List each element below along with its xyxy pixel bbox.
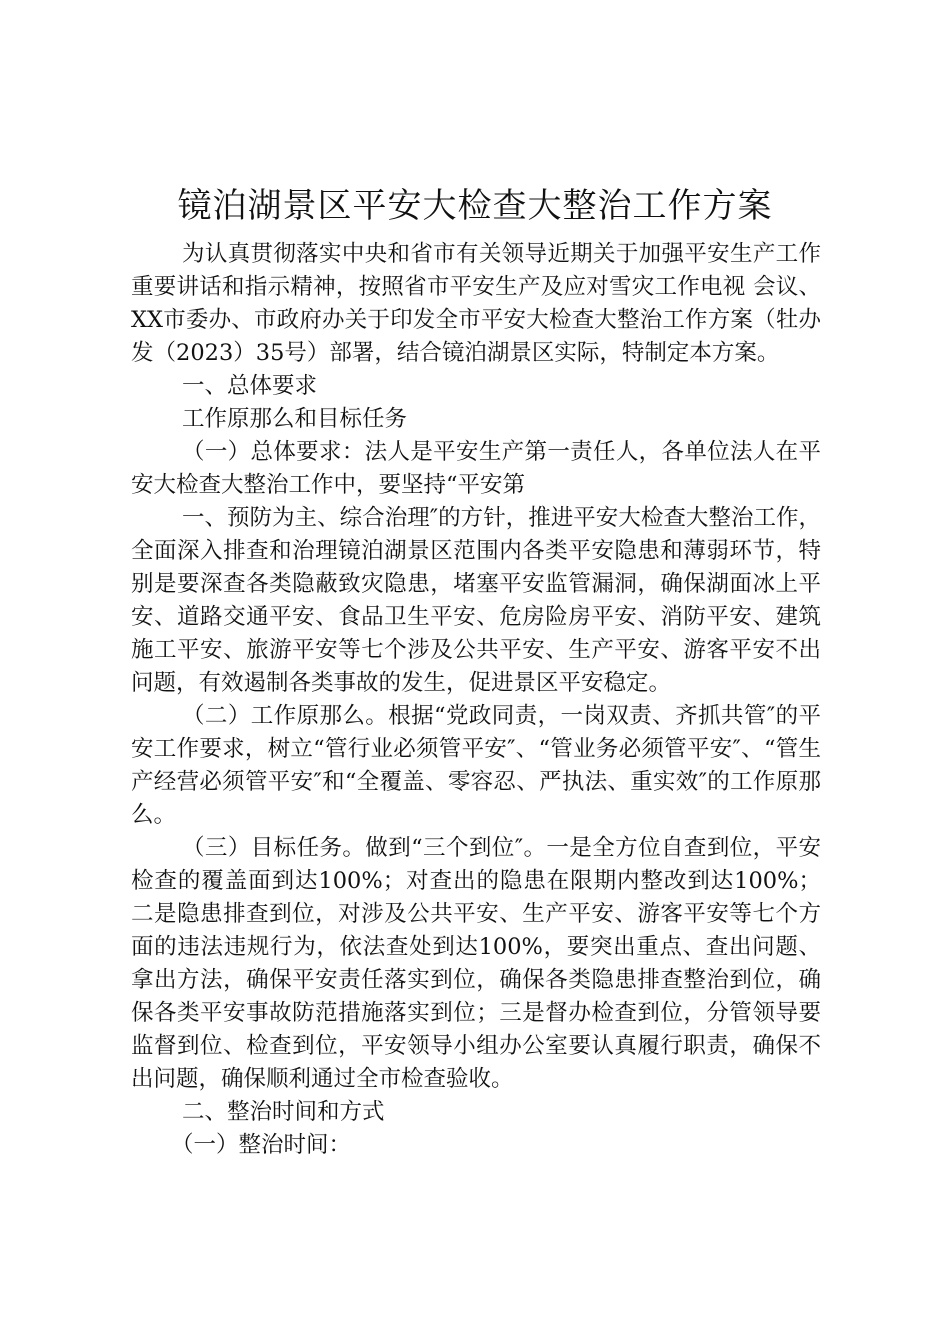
document-body <box>131 238 821 1162</box>
intro-paragraph: 为认真贯彻落实中央和省市有关领导近期关于加强平安生产工作重要讲话和指示精神，按照省市平安生产及应对雪灾工作电视 会议、XX市委办、市政府办关于印发全市平安大检查大整治工作方案（牡办发（2023）35号）部署，结合镜泊湖景区实际，特制定本方案。 <box>131 241 821 366</box>
paragraph-work-principles: （二）工作原那么。根据“党政同责，一岗双责、齐抓共管″的平安工作要求，树立“管行业必须管平安″、“管业务必须管平安″、“管生产经营必须管平安″和“全覆盖、零容忍、严执法、重实效″的工作原那么。 <box>131 703 821 828</box>
paragraph-general-requirements: （一）总体要求：法人是平安生产第一责任人，各单位法人在平安大检查大整治工作中，要坚持“平安第 <box>131 439 821 498</box>
subheading-principles-and-goals: 工作原那么和目标任务 <box>182 406 408 432</box>
paragraph-policy: 一、预防为主、综合治理″的方针，推进平安大检查大整治工作，全面深入排查和治理镜泊湖景区范围内各类平安隐患和薄弱环节，特别是要深查各类隐蔽致灾隐患，堵塞平安监管漏洞，确保湖面冰上平安、道路交通平安、食品卫生平安、危房险房平安、消防平安、建筑施工平安、旅游平安等七个涉及公共平安、生产平安、游客平安不出问题，有效遏制各类事故的发生，促进景区平安稳定。 <box>131 505 821 696</box>
section-heading-time-and-method: 二、整治时间和方式 <box>182 1099 385 1125</box>
subheading-rectification-time: （一）整治时间： <box>171 1132 352 1158</box>
document-title: 镜泊湖景区平安大检查大整治工作方案 <box>177 186 773 226</box>
paragraph-targets: （三）目标任务。做到“三个到位″。一是全方位自查到位，平安检查的覆盖面到达100%；对查出的隐患在限期内整改到达100%；二是隐患排查到位，对涉及公共平安、生产平安、游客平安等七个方面的违法违规行为，依法查处到达100%，要突出重点、查出问题、拿出方法，确保平安责任落实到位，确保各类隐患排查整治到位，确保各类平安事故防范措施落实到位；三是督办检查到位，分管领导要监督到位、检查到位，平安领导小组办公室要认真履行职责，确保不出问题，确保顺利通过全市检查验收。 <box>131 835 821 1092</box>
section-heading-general-requirements: 一、总体要求 <box>182 373 318 399</box>
